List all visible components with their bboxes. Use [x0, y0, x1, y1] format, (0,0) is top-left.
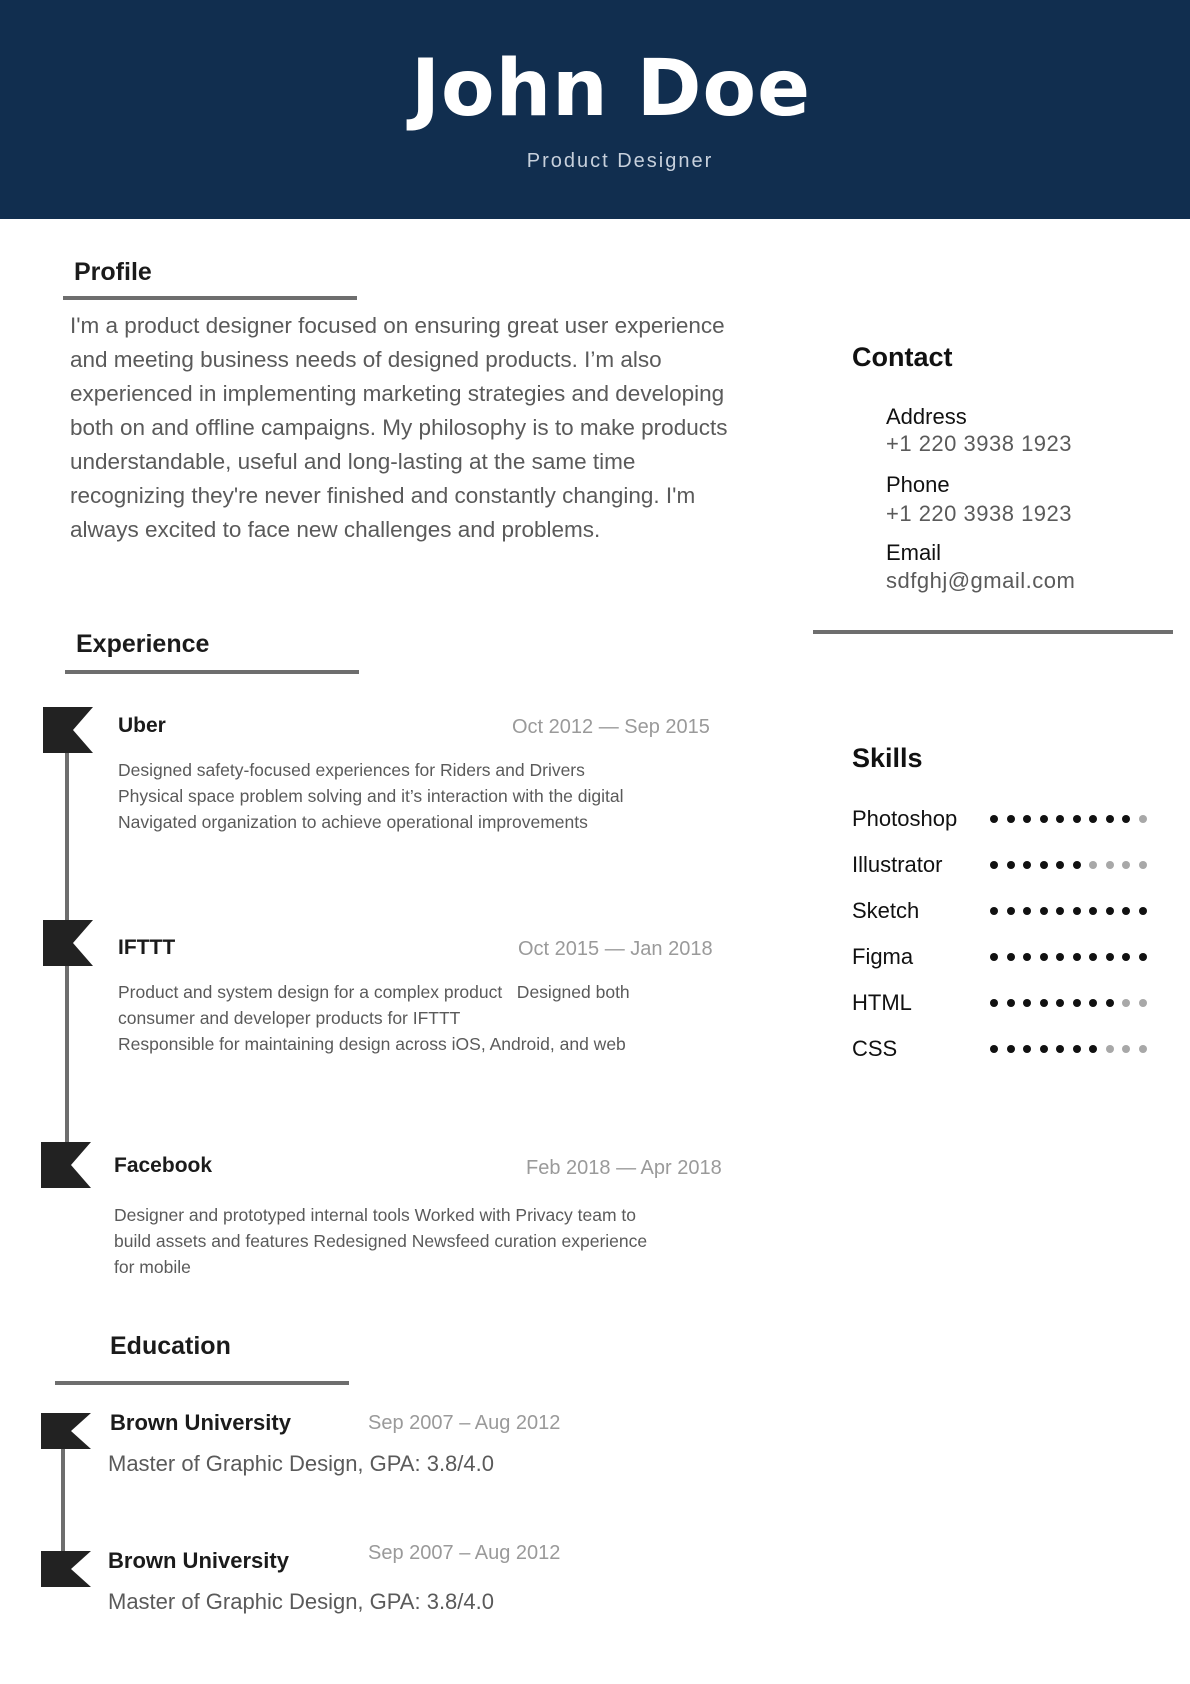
edu-dates: Sep 2007 – Aug 2012	[368, 1542, 561, 1564]
timeline-flag-icon	[41, 1551, 91, 1587]
skill-name: CSS	[852, 1036, 898, 1061]
profile-line: both on and offline campaigns. My philosophy is to make products	[70, 415, 728, 440]
skill-dot-filled	[1089, 999, 1097, 1007]
skill-dot-filled	[1089, 1045, 1097, 1053]
job-desc-line: Designer and prototyped internal tools Worked with Privacy team to	[114, 1205, 637, 1225]
timeline-flag-icon	[43, 920, 93, 966]
skill-dot-filled	[1139, 953, 1147, 961]
job-company: Uber	[118, 714, 166, 737]
skill-dot-filled	[1106, 907, 1114, 915]
job-company: Facebook	[114, 1154, 213, 1177]
profile-heading: Profile	[74, 258, 152, 286]
skill-dot-filled	[1023, 999, 1031, 1007]
resume-job-title: Product Designer	[526, 150, 714, 172]
skill-dot-empty	[1122, 1045, 1130, 1053]
contact-email-label: Email	[886, 540, 942, 565]
skill-dot-filled	[990, 861, 998, 869]
skill-dot-filled	[1106, 815, 1114, 823]
job-description	[118, 979, 698, 1057]
resume-name: John Doe	[410, 44, 812, 134]
contact-heading: Contact	[852, 342, 953, 372]
edu-dates: Sep 2007 – Aug 2012	[368, 1412, 561, 1434]
profile-line: experienced in implementing marketing strategies and developing	[70, 381, 725, 406]
skill-name: Figma	[852, 944, 914, 969]
skill-dot-filled	[1056, 907, 1064, 915]
skill-dot-filled	[990, 907, 998, 915]
skill-dot-filled	[1023, 953, 1031, 961]
job-desc-line: Product and system design for a complex product Designed both	[118, 982, 630, 1002]
skill-dot-filled	[1007, 953, 1015, 961]
contact-phone-label: Phone	[886, 472, 950, 497]
skill-dot-filled	[1056, 953, 1064, 961]
contact-address-label: Address	[886, 404, 967, 429]
edu-degree: Master of Graphic Design, GPA: 3.8/4.0	[108, 1451, 494, 1476]
profile-line: I'm a product designer focused on ensuring great user experience	[70, 313, 725, 338]
education-rule	[55, 1381, 349, 1385]
skill-dot-filled	[1073, 999, 1081, 1007]
skill-dot-filled	[1023, 861, 1031, 869]
skill-dot-filled	[1073, 1045, 1081, 1053]
skill-dot-filled	[1089, 907, 1097, 915]
profile-line: understandable, useful and long-lasting at the same time	[70, 449, 636, 474]
job-company: IFTTT	[118, 936, 176, 959]
skill-dot-empty	[1139, 999, 1147, 1007]
header-banner	[0, 0, 1190, 219]
experience-heading: Experience	[76, 630, 210, 658]
job-description	[114, 1202, 694, 1280]
edu-degree: Master of Graphic Design, GPA: 3.8/4.0	[108, 1589, 494, 1614]
job-desc-line: Designed safety-focused experiences for Riders and Drivers	[118, 760, 585, 780]
skill-rating	[990, 815, 1145, 829]
skill-dot-filled	[1040, 815, 1048, 823]
job-desc-line: Responsible for maintaining design across iOS, Android, and web	[118, 1034, 626, 1054]
job-dates: Feb 2018 — Apr 2018	[526, 1157, 722, 1179]
job-desc-line: Physical space problem solving and it’s interaction with the digital	[118, 786, 624, 806]
profile-line: always excited to face new challenges and problems.	[70, 517, 601, 542]
skill-dot-filled	[1073, 953, 1081, 961]
skill-dot-filled	[1073, 861, 1081, 869]
job-desc-line: Navigated organization to achieve operational improvements	[118, 812, 588, 832]
skill-dot-filled	[1106, 953, 1114, 961]
skill-rating	[990, 953, 1145, 967]
skill-dot-empty	[1122, 999, 1130, 1007]
skill-dot-filled	[1023, 815, 1031, 823]
job-dates: Oct 2015 — Jan 2018	[518, 938, 713, 960]
skill-dot-filled	[1056, 815, 1064, 823]
skill-dot-filled	[1056, 999, 1064, 1007]
skill-dot-filled	[990, 815, 998, 823]
timeline-flag-icon	[41, 1413, 91, 1449]
skill-dot-filled	[1023, 907, 1031, 915]
skill-rating	[990, 861, 1145, 875]
skill-dot-empty	[1106, 1045, 1114, 1053]
profile-line: recognizing they're never finished and constantly changing. I'm	[70, 483, 696, 508]
skill-dot-filled	[990, 999, 998, 1007]
skill-dot-empty	[1139, 815, 1147, 823]
skill-dot-filled	[1023, 1045, 1031, 1053]
skill-dot-filled	[1089, 815, 1097, 823]
skill-dot-filled	[1007, 907, 1015, 915]
skill-dot-filled	[1040, 861, 1048, 869]
skill-dot-filled	[1007, 815, 1015, 823]
skill-dot-filled	[1122, 907, 1130, 915]
skill-dot-empty	[1122, 861, 1130, 869]
skill-dot-filled	[990, 1045, 998, 1053]
skill-dot-empty	[1106, 861, 1114, 869]
experience-rule	[65, 670, 359, 674]
profile-rule	[63, 296, 357, 300]
skill-dot-filled	[1056, 1045, 1064, 1053]
job-desc-line: build assets and features Redesigned Newsfeed curation experience	[114, 1231, 648, 1251]
job-desc-line: consumer and developer products for IFTTT	[118, 1008, 461, 1028]
skill-dot-filled	[990, 953, 998, 961]
profile-line: and meeting business needs of designed products. I’m also	[70, 347, 662, 372]
skill-rating	[990, 907, 1145, 921]
skill-name: Sketch	[852, 898, 920, 923]
edu-school: Brown University	[110, 1410, 291, 1435]
skill-dot-filled	[1040, 1045, 1048, 1053]
skill-dot-filled	[1040, 953, 1048, 961]
education-heading: Education	[110, 1332, 231, 1360]
skill-dot-filled	[1139, 907, 1147, 915]
skill-rating	[990, 999, 1145, 1013]
skill-dot-empty	[1139, 1045, 1147, 1053]
skill-dot-empty	[1139, 861, 1147, 869]
skill-dot-filled	[1089, 953, 1097, 961]
skill-name: HTML	[852, 990, 912, 1015]
job-dates: Oct 2012 — Sep 2015	[512, 716, 710, 738]
job-description	[118, 757, 698, 835]
timeline-flag-icon	[43, 707, 93, 753]
skill-dot-filled	[1056, 861, 1064, 869]
skill-dot-filled	[1007, 861, 1015, 869]
profile-text	[70, 309, 780, 547]
skill-dot-filled	[1040, 999, 1048, 1007]
timeline-flag-icon	[41, 1142, 91, 1188]
skill-dot-filled	[1040, 907, 1048, 915]
skill-dot-filled	[1007, 999, 1015, 1007]
skill-dot-filled	[1073, 907, 1081, 915]
skill-dot-filled	[1073, 815, 1081, 823]
skill-dot-filled	[1122, 815, 1130, 823]
contact-rule	[813, 630, 1173, 634]
job-desc-line: for mobile	[114, 1257, 191, 1277]
contact-address-value: +1 220 3938 1923	[886, 431, 1073, 456]
skill-dot-empty	[1089, 861, 1097, 869]
skill-name: Photoshop	[852, 806, 958, 831]
skill-dot-filled	[1007, 1045, 1015, 1053]
contact-phone-value: +1 220 3938 1923	[886, 501, 1073, 526]
skills-heading: Skills	[852, 743, 923, 773]
edu-school: Brown University	[108, 1548, 289, 1573]
skill-rating	[990, 1045, 1145, 1059]
skill-dot-filled	[1106, 999, 1114, 1007]
skill-dot-filled	[1122, 953, 1130, 961]
contact-email-value: sdfghj@gmail.com	[886, 568, 1076, 593]
skill-name: Illustrator	[852, 852, 943, 877]
